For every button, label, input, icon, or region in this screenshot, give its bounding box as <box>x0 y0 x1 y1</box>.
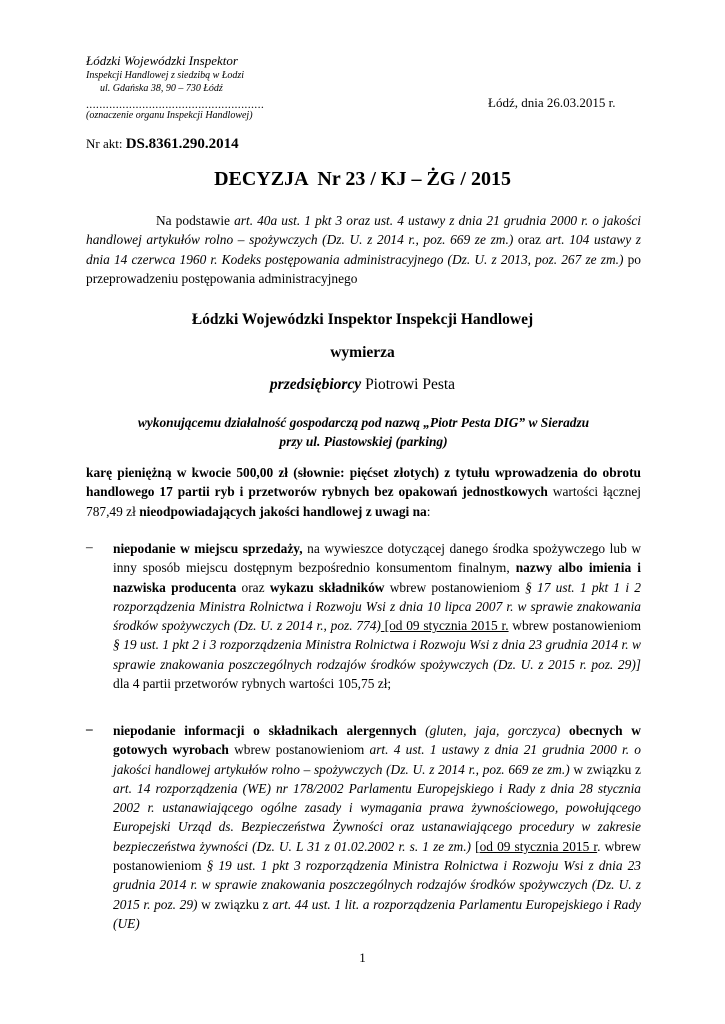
basis-text-3: po przeprowadzeniu postępowania administracyjnego <box>86 251 641 286</box>
item2-text-13: art. 44 ust. 1 lit. a rozporządzenia Parlamentu Europejskiego i Rady (UE) <box>113 896 641 931</box>
item2-text-9: od 09 stycznia 2015 r <box>479 838 598 854</box>
item2-text-10: . wbrew postanowieniom <box>113 838 642 874</box>
authority-note: (oznaczenie organu Inspekcji Handlowej) <box>86 110 253 121</box>
basis-citation-2: art. 104 ustawy z dnia 14 czerwca 1960 r. Kodeks postępowania administracyjnego (Dz. U. z 2013, poz. 267 ze zm.) <box>86 232 641 267</box>
authority-address: ul. Gdańska 38, 90 – 730 Łódź <box>100 83 223 94</box>
list-item-2 <box>113 721 641 933</box>
item2-text-12: w związku z <box>197 896 273 912</box>
item2-text-2: (gluten, jaja, gorczyca) <box>416 723 561 738</box>
entrepreneur-label: przedsiębiorcy <box>269 376 362 393</box>
item1-text-2: na wywieszce dotyczącej danego środka spożywczego lub w inny sposób miejscu dostępnym bezpośrednio konsumentom finalnym, <box>113 541 642 576</box>
imposes-heading: wymierza <box>330 344 395 361</box>
item1-text-1: niepodanie w miejscu sprzedaży, <box>113 541 303 556</box>
decision-title: DECYZJA Nr 23 / KJ – ŻG / 2015 <box>214 168 511 190</box>
penalty-paragraph <box>86 463 641 521</box>
item1-text-3: nazwy albo imienia i nazwiska producenta <box>113 560 641 595</box>
item1-text-11: dla 4 partii przetworów rybnych wartości 105,75 zł; <box>113 676 392 692</box>
case-label: Nr akt: <box>86 136 126 151</box>
penalty-text-3: nieodpowiadających jakości handlowej z uwagi na <box>139 503 427 519</box>
place-date: Łódź, dnia 26.03.2015 r. <box>488 95 616 110</box>
item2-text-8: [ <box>471 838 480 854</box>
item2-text-7: art. 14 rozporządzenia (WE) nr 178/2002 Parlamentu Europejskiego i Rady z dnia 28 stycznia 2002 r. ustanawiającego ogólne zasady i wymagania prawa żywnościowego, powołującego Europejski Urząd ds. Bezpieczeństwa Żywności oraz ustanawiającego procedury w zakresie bezpieczeństwa żywności (Dz. U. L 31 z 01.02.2002 r. s. 1 ze zm.) <box>113 780 641 854</box>
item1-text-8: [od 09 stycznia 2015 r. <box>380 618 509 634</box>
dotted-line: ...................................................... <box>86 97 265 111</box>
item2-text-6: w związku z <box>569 761 641 777</box>
item1-text-5: wykazu składników <box>269 579 385 595</box>
entrepreneur-line <box>0 376 725 394</box>
authority-line-2: Inspekcji Handlowej z siedzibą w Łodzi <box>86 70 245 81</box>
legal-basis-paragraph <box>86 211 641 288</box>
basis-text-2: oraz <box>513 232 546 248</box>
case-reference <box>86 136 239 153</box>
penalty-text-4: : <box>426 503 431 519</box>
item2-text-1: niepodanie informacji o składnikach alergennych <box>113 723 417 738</box>
item2-text-4: wbrew postanowieniom <box>228 742 370 758</box>
authority-full-name: Łódzki Wojewódzki Inspektor Inspekcji Handlowej <box>191 311 534 328</box>
business-line-1: wykonującemu działalność gospodarczą pod nazwą „Piotr Pesta DIG” w Sieradzu <box>137 415 590 430</box>
authority-line-1: Łódzki Wojewódzki Inspektor <box>86 53 238 68</box>
penalty-text-2: wartości łącznej 787,49 zł <box>86 484 641 519</box>
penalty-text-1: karę pieniężną w kwocie 500,00 zł (słownie: pięćset złotych) z tytułu wprowadzenia do obrotu handlowego 17 partii ryb i przetworów rybnych bez opakowań jednostkowych <box>86 465 641 500</box>
basis-text-1: Na podstawie <box>156 213 235 228</box>
bullet-marker-1: – <box>86 539 93 554</box>
item1-text-10: § 19 ust. 1 pkt 2 i 3 rozporządzenia Ministra Rolnictwa i Rozwoju Wsi z dnia 23 grudnia 2014 r. w sprawie znakowania poszczególnych rodzajów środków spożywczych (Dz. U. z 2015 r. poz. 29)] <box>113 637 641 672</box>
page-number: 1 <box>359 950 366 965</box>
bullet-marker-2: – <box>86 721 93 736</box>
basis-citation-1: art. 40a ust. 1 pkt 3 oraz ust. 4 ustawy z dnia 21 grudnia 2000 r. o jakości handlowej artykułów rolno – spożywczych (Dz. U. z 2014 r., poz. 669 ze zm.) <box>86 213 642 248</box>
item1-text-9: wbrew postanowieniom <box>508 618 642 634</box>
entrepreneur-name: Piotrowi Pesta <box>361 376 456 393</box>
item2-text-3: obecnych w gotowych wyrobach <box>113 723 641 758</box>
case-number: DS.8361.290.2014 <box>125 136 239 152</box>
item2-text-11: § 19 ust. 1 pkt 3 rozporządzenia Ministra Rolnictwa i Rozwoju Wsi z dnia 23 grudnia 2014 r. w sprawie znakowania poszczególnych rodzajów środków spożywczych (Dz. U. z 2015 r. poz. 29) <box>113 858 641 912</box>
item2-text-5: art. 4 ust. 1 ustawy z dnia 21 grudnia 2000 r. o jakości handlowej artykułów rolno – spożywczych (Dz. U. z 2014 r., poz. 669 ze zm.) <box>113 742 642 777</box>
business-line-2: przy ul. Piastowskiej (parking) <box>279 434 448 449</box>
list-item-1 <box>113 539 641 693</box>
item1-text-6: wbrew postanowieniom <box>384 579 526 595</box>
item1-text-4: oraz <box>236 579 270 595</box>
item1-text-7: § 17 ust. 1 pkt 1 i 2 rozporządzenia Ministra Rolnictwa i Rozwoju Wsi z dnia 10 lipca 2007 r. w sprawie znakowania środków spożywczych (Dz. U. z 2014 r., poz. 774) <box>113 579 641 634</box>
